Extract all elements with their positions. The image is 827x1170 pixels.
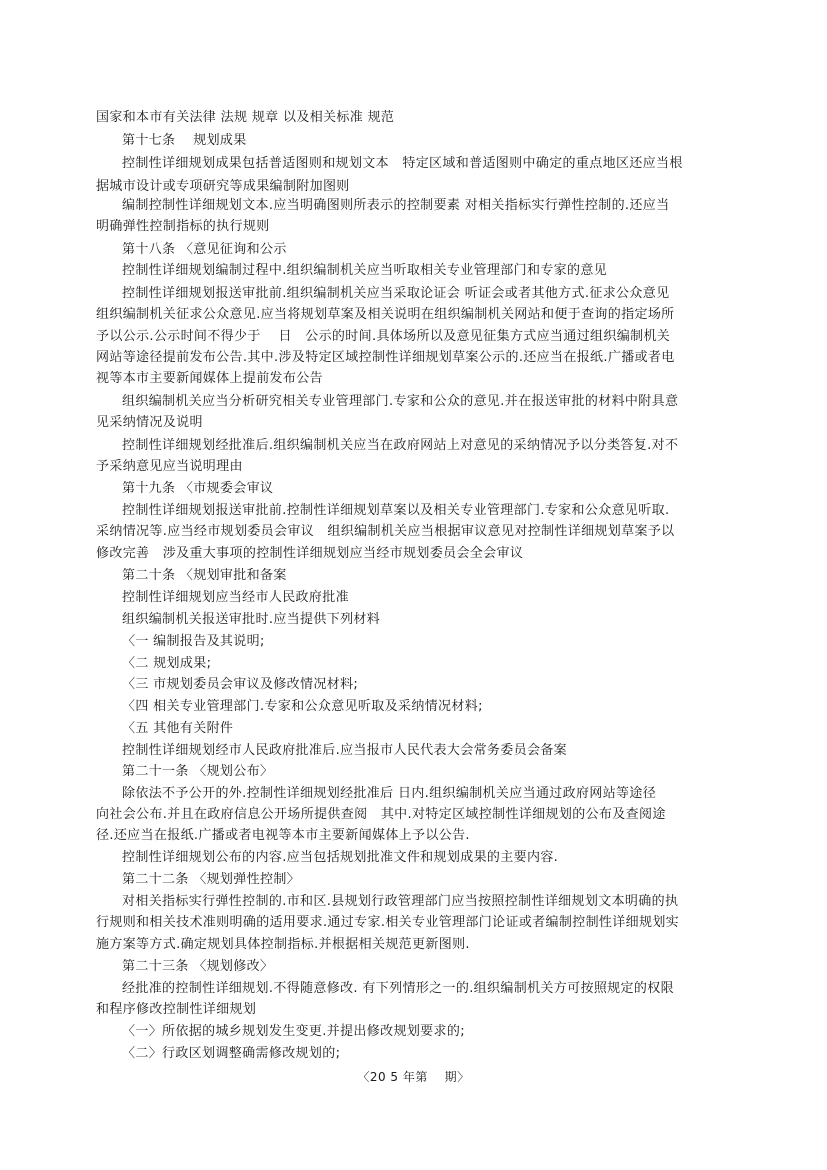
text-line: 控制性详细规划经市人民政府批准后.应当报市人民代表大会常务委员会备案 — [122, 743, 568, 758]
list-item: 〈一 编制报告及其说明; — [122, 634, 265, 649]
list-item: 〈五 其他有关附件 — [122, 721, 234, 736]
text-line: 编制控制性详细规划文本.应当明确图则所表示的控制要素 对相关指标实行弹性控制的.还应当 — [122, 198, 670, 213]
list-item: 〈二〉行政区划调整确需修改规划的; — [122, 1046, 341, 1061]
list-item: 〈四 相关专业管理部门.专家和公众意见听取及采纳情况材料; — [122, 699, 483, 714]
text-line: 径.还应当在报纸.广播或者电视等本市主要新闻媒体上予以公告. — [96, 828, 470, 843]
text-line: 对相关指标实行弹性控制的.市和区.县规划行政管理部门应当按照控制性详细规划文本明确的执 — [122, 894, 679, 909]
text-line: 控制性详细规划报送审批前.控制性详细规划草案以及相关专业管理部门.专家和公众意见听取. — [122, 503, 670, 518]
text-line: 见采纳情况及说明 — [96, 415, 203, 430]
article-heading: 第二十三条 〈规划修改〉 — [122, 959, 274, 974]
text-line: 予以公示.公示时间不得少于 日 公示的时间.具体场所以及意见征集方式应当通过组织编制机关 — [96, 329, 671, 344]
list-item: 〈二 规划成果; — [122, 656, 212, 671]
text-line: 国家和本市有关法律 法规 规章 以及相关标准 规范 — [96, 110, 395, 125]
list-item: 〈一〉所依据的城乡规划发生变更.并提出修改规划要求的; — [122, 1024, 465, 1039]
text-line: 行规则和相关技术准则明确的适用要求.通过专家.相关专业管理部门论证或者编制控制性详细规划实 — [96, 915, 680, 930]
article-heading: 第十八条 〈意见征询和公示 — [122, 242, 287, 257]
page-footer: 〈20 5 年第 期〉 — [357, 1070, 470, 1084]
text-line: 控制性详细规划经批准后.组织编制机关应当在政府网站上对意见的采纳情况予以分类答复.对不 — [122, 438, 679, 453]
text-line: 和程序修改控制性详细规划 — [96, 1002, 257, 1017]
text-line: 网站等途径提前发布公告.其中.涉及特定区域控制性详细规划草案公示的.还应当在报纸.广播或者电 — [96, 350, 675, 365]
text-line: 组织编制机关报送审批时.应当提供下列材料 — [122, 612, 381, 627]
text-line: 控制性详细规划成果包括普适图则和规划文本 特定区域和普适图则中确定的重点地区还应当根 — [122, 156, 683, 171]
article-heading: 第二十条 〈规划审批和备案 — [122, 568, 287, 583]
text-line: 控制性详细规划报送审批前.组织编制机关应当采取论证会 听证会或者其他方式.征求公众意见 — [122, 286, 670, 301]
article-heading: 第二十二条 〈规划弹性控制〉 — [122, 872, 301, 887]
text-line: 采纳情况等.应当经市规划委员会审议 组织编制机关应当根据审议意见对控制性详细规划草案予以 — [96, 524, 675, 539]
text-line: 施方案等方式.确定规划具体控制指标.并根据相关规范更新图则. — [96, 937, 470, 952]
text-line: 明确弹性控制指标的执行规则 — [96, 219, 270, 234]
text-line: 控制性详细规划编制过程中.组织编制机关应当听取相关专业管理部门和专家的意见 — [122, 263, 608, 278]
text-line: 修改完善 涉及重大事项的控制性详细规划应当经市规划委员会全会审议 — [96, 546, 524, 561]
text-line: 视等本市主要新闻媒体上提前发布公告 — [96, 371, 323, 386]
text-line: 向社会公布.并且在政府信息公开场所提供查阅 其中.对特定区域控制性详细规划的公布及查阅途 — [96, 807, 666, 822]
text-line: 组织编制机关应当分析研究相关专业管理部门.专家和公众的意见.并在报送审批的材料中附具意 — [122, 394, 679, 409]
text-line: 控制性详细规划应当经市人民政府批准 — [122, 590, 349, 605]
text-line: 据城市设计或专项研究等成果编制附加图则 — [96, 179, 350, 194]
article-heading: 第二十一条 〈规划公布〉 — [122, 764, 274, 779]
text-line: 组织编制机关征求公众意见.应当将规划草案及相关说明在组织编制机关网站和便于查询的指定场所 — [96, 307, 675, 322]
article-heading: 第十九条 〈市规委会审议 — [122, 481, 274, 496]
article-heading: 第十七条 规划成果 — [122, 133, 247, 148]
list-item: 〈三 市规划委员会审议及修改情况材料; — [122, 677, 359, 692]
text-line: 除依法不予公开的外.控制性详细规划经批准后 日内.组织编制机关应当通过政府网站等途径 — [122, 786, 657, 801]
text-line: 予采纳意见应当说明理由 — [96, 459, 243, 474]
text-line: 控制性详细规划公布的内容.应当包括规划批准文件和规划成果的主要内容. — [122, 850, 559, 865]
text-line: 经批准的控制性详细规划.不得随意修改. 有下列情形之一的.组织编制机关方可按照规定的权限 — [122, 981, 674, 996]
